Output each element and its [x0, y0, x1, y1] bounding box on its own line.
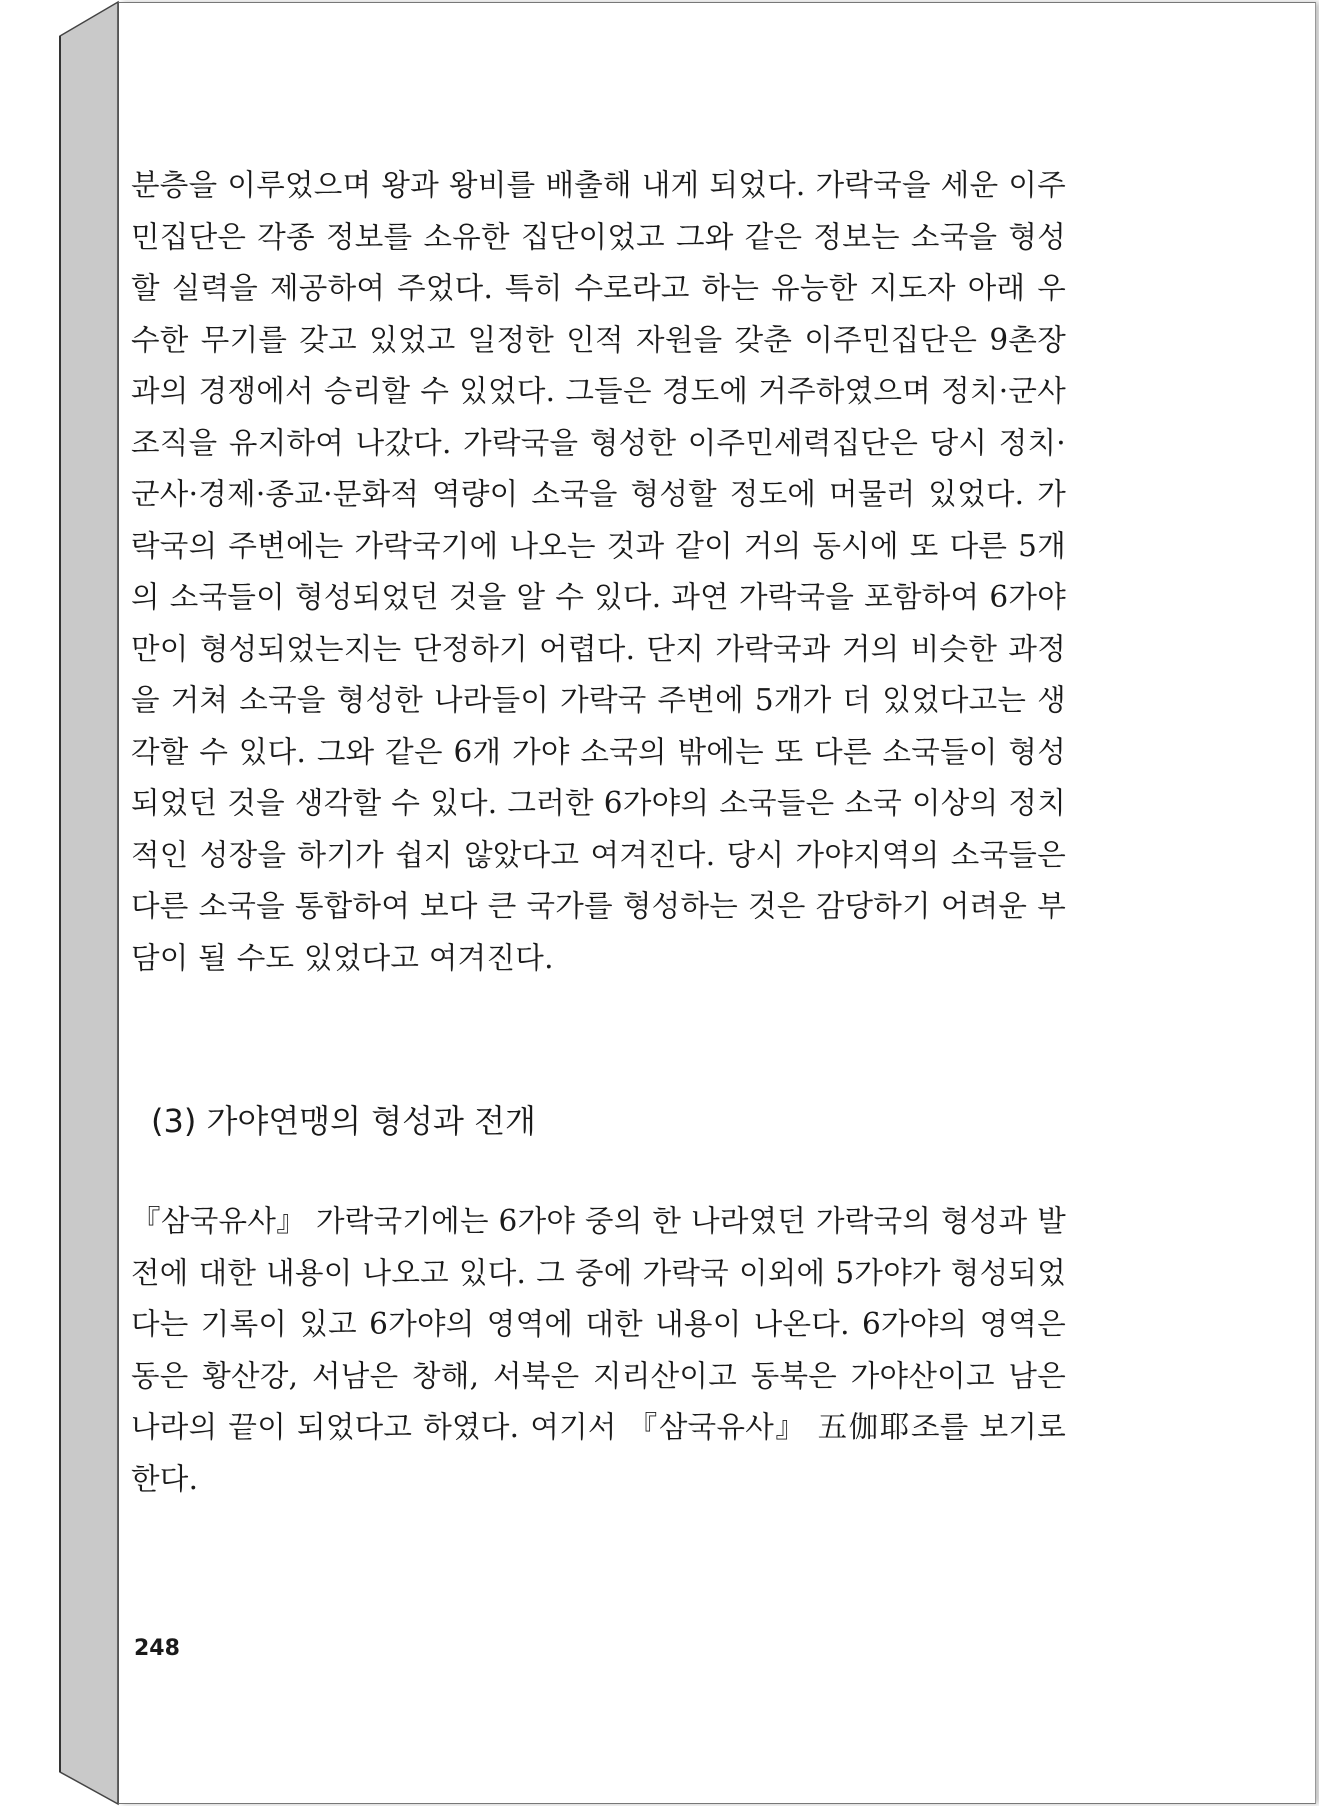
page-number: 248	[134, 1636, 180, 1661]
section-heading: (3) 가야연맹의 형성과 전개	[151, 1102, 536, 1140]
body-paragraph-2: 『삼국유사』 가락국기에는 6가야 중의 한 나라였던 가락국의 형성과 발전에 대한 내용이 나오고 있다. 그 중에 가락국 이외에 5가야가 형성되었다는 기록이 있고 6가야의 영역에 대한 내용이 나온다. 6가야의 영역은 동은 황산강, 서남은 창해, 서북은 지리산이고 동북은 가야산이고 남은 나라의 끝이 되었다고 하였다. 여기서 『삼국유사』 五伽耶조를 보기로 한다.	[131, 1204, 1066, 1496]
main-text	[131, 160, 1066, 984]
section-text	[131, 1196, 1066, 1505]
body-paragraph-1: 분층을 이루었으며 왕과 왕비를 배출해 내게 되었다. 가락국을 세운 이주민집단은 각종 정보를 소유한 집단이었고 그와 같은 정보는 소국을 형성할 실력을 제공하여 주었다. 특히 수로라고 하는 유능한 지도자 아래 우수한 무기를 갖고 있었고 일정한 인적 자원을 갖춘 이주민집단은 9촌장과의 경쟁에서 승리할 수 있었다. 그들은 경도에 거주하였으며 정치·군사 조직을 유지하여 나갔다. 가락국을 형성한 이주민세력집단은 당시 정치·군사·경제·종교·문화적 역량이 소국을 형성할 정도에 머물러 있었다. 가락국의 주변에는 가락국기에 나오는 것과 같이 거의 동시에 또 다른 5개의 소국들이 형성되었던 것을 알 수 있다. 과연 가락국을 포함하여 6가야만이 형성되었는지는 단정하기 어렵다. 단지 가락국과 거의 비슷한 과정을 거쳐 소국을 형성한 나라들이 가락국 주변에 5개가 더 있었다고는 생각할 수 있다. 그와 같은 6개 가야 소국의 밖에는 또 다른 소국들이 형성되었던 것을 생각할 수 있다. 그러한 6가야의 소국들은 소국 이상의 정치적인 성장을 하기가 쉽지 않았다고 여겨진다. 당시 가야지역의 소국들은 다른 소국을 통합하여 보다 큰 국가를 형성하는 것은 감당하기 어려운 부담이 될 수도 있었다고 여겨진다.	[131, 168, 1066, 975]
